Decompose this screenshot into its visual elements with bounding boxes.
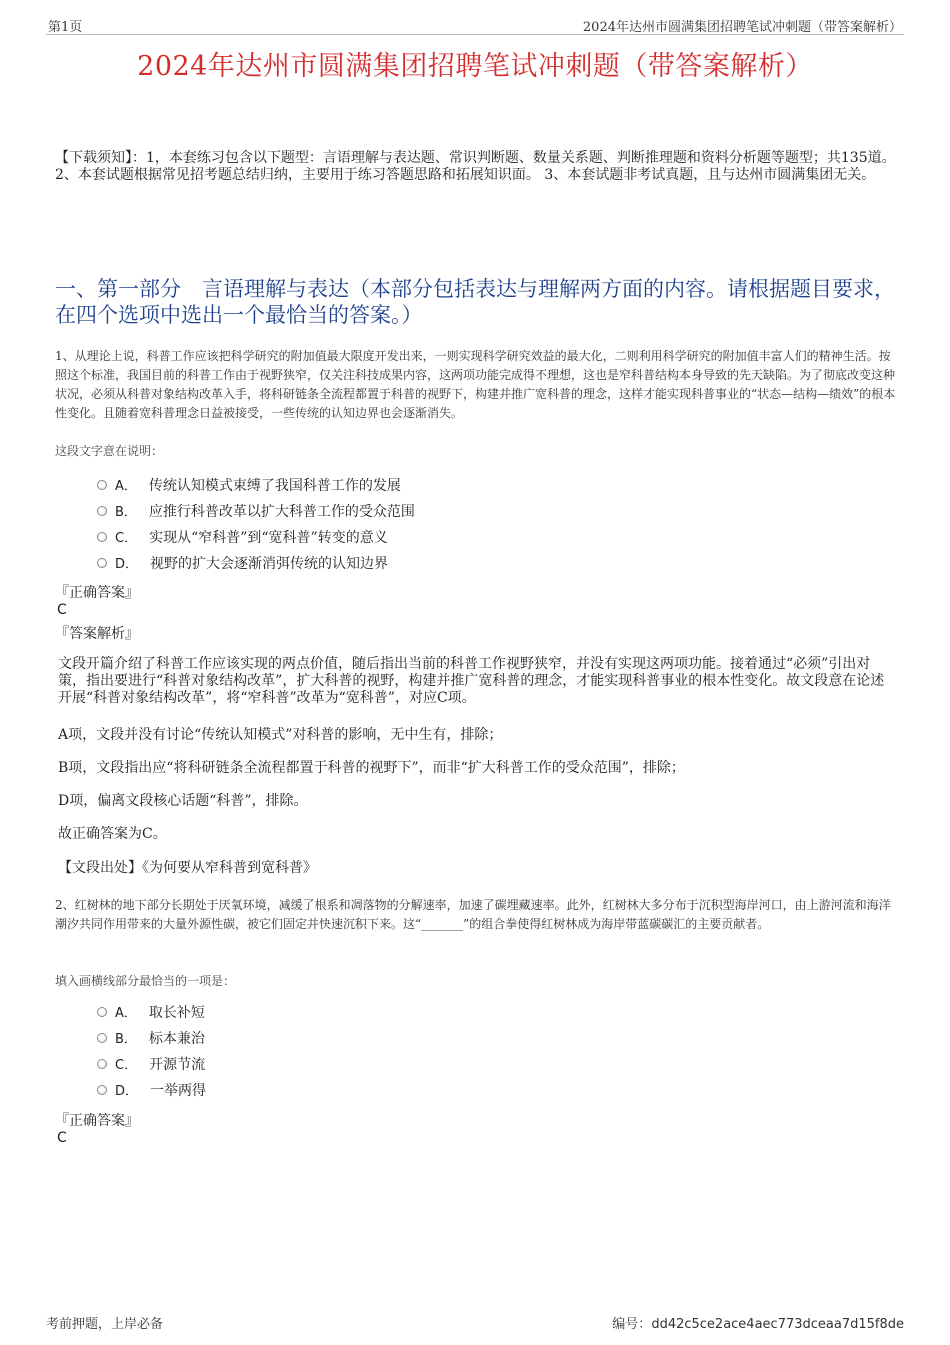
question-2-options bbox=[97, 1000, 206, 1104]
radio-icon[interactable] bbox=[97, 1059, 107, 1069]
option-a[interactable]: A． 传统认知模式束缚了我国科普工作的发展 bbox=[97, 473, 415, 499]
option-c[interactable]: C． 实现从“窄科普”到“宽科普”转变的意义 bbox=[97, 525, 415, 551]
radio-icon[interactable] bbox=[97, 1033, 107, 1043]
question-2-prompt: 填入画横线部分最恰当的一项是： bbox=[55, 974, 236, 988]
radio-icon[interactable] bbox=[97, 1007, 107, 1017]
question-2-text: 2、红树林的地下部分长期处于厌氧环境，减缓了根系和凋落物的分解速率，加速了碳埋藏速率。此外，红树林大多分布于沉积型海岸河口，由上游河流和海洋潮汐共同作用带来的大量外源性碳，被它们固定并快速沉积下来。这“_______”的组合拳使得红树林成为海岸带蓝碳碳汇的主要贡献者。 bbox=[55, 898, 891, 931]
option-b[interactable]: B． 应推行科普改革以扩大科普工作的受众范围 bbox=[97, 499, 415, 525]
option-d[interactable]: D． 一举两得 bbox=[97, 1078, 206, 1104]
radio-icon[interactable] bbox=[97, 558, 107, 568]
radio-icon[interactable] bbox=[97, 532, 107, 542]
analysis-source: 【文段出处】《为何要从窄科普到宽科普》 bbox=[58, 860, 317, 876]
page-number: 第1页 bbox=[48, 20, 83, 35]
radio-icon[interactable] bbox=[97, 1085, 107, 1095]
download-notice: 【下载须知】：1，本套练习包含以下题型：言语理解与表达题、常识判断题、数量关系题、判断推理题和资料分析题等题型；共135道。 2、本套试题根据常见招考题总结归纳，主要用于练习答题思路和拓展知识面。 3、本套试题非考试真题，且与达州市圆满集团无关。 bbox=[55, 150, 896, 183]
page-header bbox=[46, 14, 904, 35]
document-title: 2024年达州市圆满集团招聘笔试冲刺题（带答案解析） bbox=[137, 51, 813, 82]
question-1-prompt: 这段文字意在说明： bbox=[55, 444, 164, 458]
option-d[interactable]: D． 视野的扩大会逐渐消弭传统的认知边界 bbox=[97, 551, 415, 577]
analysis-label: 『答案解析』 bbox=[55, 626, 139, 642]
question-1-text: 1、从理论上说，科普工作应该把科学研究的附加值最大限度开发出来，一则实现科学研究效益的最大化，二则利用科学研究的附加值丰富人们的精神生活。按照这个标准，我国目前的科普工作由于视野狭窄，仅关注科技成果内容，这两项功能完成得不理想，这也是窄科普结构本身导致的先天缺陷。为了彻底改变这种状况，必须从科普对象结构改革入手，将科研链条全流程都置于科普的视野下，构建并推广宽科普的理念，这样才能实现科普事业的“状态—结构—绩效”的根本性变化。且随着宽科普理念日益被接受，一些传统的认知边界也会逐渐消失。 bbox=[55, 349, 896, 420]
footer-slogan: 考前押题，上岸必备 bbox=[46, 1317, 164, 1332]
option-a[interactable]: A． 取长补短 bbox=[97, 1000, 206, 1026]
option-b[interactable]: B． 标本兼治 bbox=[97, 1026, 206, 1052]
header-doc-title: 2024年达州市圆满集团招聘笔试冲刺题（带答案解析） bbox=[582, 20, 902, 35]
answer-value: C bbox=[57, 602, 67, 618]
answer-label: 『正确答案』 bbox=[55, 585, 139, 601]
analysis-option-d: D项，偏离文段核心话题“科普”，排除。 bbox=[58, 793, 308, 809]
analysis-conclusion: 故正确答案为C。 bbox=[58, 826, 167, 842]
footer-code: 编号：dd42c5ce2ace4aec773dceaa7d15f8de bbox=[612, 1317, 904, 1332]
question-1-options bbox=[97, 473, 415, 577]
answer-value: C bbox=[57, 1130, 67, 1146]
analysis-paragraph: 文段开篇介绍了科普工作应该实现的两点价值，随后指出当前的科普工作视野狭窄，并没有实现这两项功能。接着通过“必须”引出对策，指出要进行“科普对象结构改革”，扩大科普的视野，构建并推广宽科普的理念，才能实现科普事业的根本性变化。故文段意在论述开展“科普对象结构改革”，将“窄科普”改革为“宽科普”，对应C项。 bbox=[58, 656, 885, 706]
section-heading: 一、第一部分 言语理解与表达（本部分包括表达与理解两方面的内容。请根据题目要求，在四个选项中选出一个最恰当的答案。） bbox=[55, 277, 895, 327]
answer-label: 『正确答案』 bbox=[55, 1113, 139, 1129]
analysis-option-a: A项，文段并没有讨论“传统认知模式”对科普的影响，无中生有，排除； bbox=[58, 727, 503, 743]
option-c[interactable]: C． 开源节流 bbox=[97, 1052, 206, 1078]
radio-icon[interactable] bbox=[97, 506, 107, 516]
radio-icon[interactable] bbox=[97, 480, 107, 490]
analysis-option-b: B项，文段指出应“将科研链条全流程都置于科普的视野下”，而非“扩大科普工作的受众范围”，排除； bbox=[58, 760, 685, 776]
